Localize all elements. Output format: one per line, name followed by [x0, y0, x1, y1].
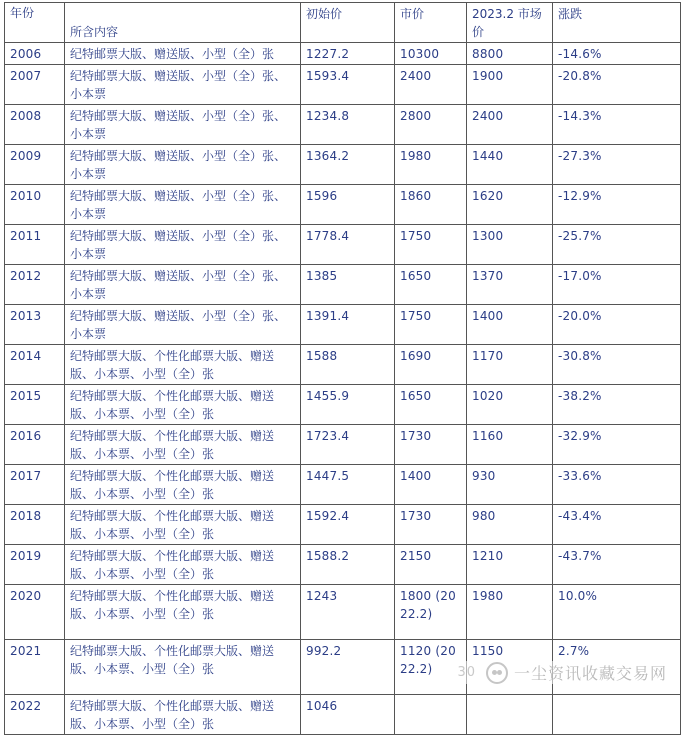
cell-issue-price: 1588: [301, 345, 395, 385]
table-row: [5, 385, 681, 425]
cell-issue-price: 1778.4: [301, 225, 395, 265]
cell-year: 2017: [5, 465, 65, 505]
cell-market-price: 1400: [395, 465, 467, 505]
cell-issue-price: 1455.9: [301, 385, 395, 425]
table-row: [5, 225, 681, 265]
cell-change: -32.9%: [553, 425, 681, 465]
cell-year: 2006: [5, 43, 65, 65]
cell-market-price: 1120 (2022.2): [395, 640, 467, 695]
cell-content: 纪特邮票大版、赠送版、小型（全）张: [65, 43, 301, 65]
cell-market-price: 1650: [395, 385, 467, 425]
table-row: [5, 145, 681, 185]
cell-market-price: 2150: [395, 545, 467, 585]
watermark-text: 一尘资讯收藏交易网: [513, 664, 667, 683]
table-row: [5, 65, 681, 105]
cell-price-2023: [467, 695, 553, 735]
cell-content: 纪特邮票大版、赠送版、小型（全）张、小本票: [65, 265, 301, 305]
cell-content: 纪特邮票大版、赠送版、小型（全）张、小本票: [65, 65, 301, 105]
cell-market-price: 1730: [395, 505, 467, 545]
stamp-price-table: [4, 2, 681, 735]
cell-price-2023: 1370: [467, 265, 553, 305]
cell-content: 纪特邮票大版、个性化邮票大版、赠送版、小本票、小型（全）张: [65, 345, 301, 385]
cell-change: -30.8%: [553, 345, 681, 385]
cell-market-price: 1800 (2022.2): [395, 585, 467, 640]
cell-price-2023: 1150: [467, 640, 553, 695]
cell-content: 纪特邮票大版、个性化邮票大版、赠送版、小本票、小型（全）张: [65, 505, 301, 545]
cell-price-2023: 1160: [467, 425, 553, 465]
cell-content: 纪特邮票大版、个性化邮票大版、赠送版、小本票、小型（全）张: [65, 385, 301, 425]
cell-year: 2022: [5, 695, 65, 735]
cell-content: 纪特邮票大版、个性化邮票大版、赠送版、小本票、小型（全）张: [65, 465, 301, 505]
cell-market-price: [395, 695, 467, 735]
cell-year: 2007: [5, 65, 65, 105]
cell-year: 2019: [5, 545, 65, 585]
table-row: [5, 425, 681, 465]
table-row: [5, 105, 681, 145]
cell-price-2023: 1440: [467, 145, 553, 185]
table-row: [5, 695, 681, 735]
table-row: [5, 265, 681, 305]
cell-price-2023: 1900: [467, 65, 553, 105]
cell-content: 纪特邮票大版、赠送版、小型（全）张、小本票: [65, 145, 301, 185]
header-year: 年份: [5, 3, 65, 43]
table-row: [5, 545, 681, 585]
header-content: [65, 3, 301, 43]
cell-market-price: 1750: [395, 225, 467, 265]
table-row: [5, 43, 681, 65]
cell-price-2023: 2400: [467, 105, 553, 145]
cell-change: 2.7%: [553, 640, 681, 695]
cell-year: 2013: [5, 305, 65, 345]
cell-year: 2011: [5, 225, 65, 265]
table-row: [5, 505, 681, 545]
cell-market-price: 1750: [395, 305, 467, 345]
cell-year: 2021: [5, 640, 65, 695]
header-content-label: 所含内容: [70, 25, 119, 39]
watermark: [455, 661, 669, 684]
cell-market-price: 1860: [395, 185, 467, 225]
cell-issue-price: 1447.5: [301, 465, 395, 505]
cell-issue-price: 1588.2: [301, 545, 395, 585]
cell-change: -27.3%: [553, 145, 681, 185]
cell-issue-price: 1596: [301, 185, 395, 225]
cell-year: 2012: [5, 265, 65, 305]
cell-market-price: 1980: [395, 145, 467, 185]
cell-price-2023: 1020: [467, 385, 553, 425]
cell-issue-price: 1364.2: [301, 145, 395, 185]
cell-change: -20.8%: [553, 65, 681, 105]
cell-content: 纪特邮票大版、赠送版、小型（全）张、小本票: [65, 305, 301, 345]
cell-year: 2009: [5, 145, 65, 185]
cell-year: 2020: [5, 585, 65, 640]
table-row: [5, 345, 681, 385]
header-row: [5, 3, 681, 43]
watermark-partial-value: 30: [457, 665, 476, 680]
cell-change: 10.0%: [553, 585, 681, 640]
cell-market-price: 10300: [395, 43, 467, 65]
cell-change: -43.7%: [553, 545, 681, 585]
cell-market-price: 2800: [395, 105, 467, 145]
cell-market-price: 1690: [395, 345, 467, 385]
cell-year: 2010: [5, 185, 65, 225]
cell-change: -43.4%: [553, 505, 681, 545]
header-change: 涨跌: [553, 3, 681, 43]
cell-issue-price: 1592.4: [301, 505, 395, 545]
cell-content: 纪特邮票大版、赠送版、小型（全）张、小本票: [65, 185, 301, 225]
cell-issue-price: 1227.2: [301, 43, 395, 65]
table-row: [5, 585, 681, 640]
cell-year: 2016: [5, 425, 65, 465]
cell-change: -25.7%: [553, 225, 681, 265]
cell-price-2023: 1400: [467, 305, 553, 345]
cell-content: 纪特邮票大版、个性化邮票大版、赠送版、小本票、小型（全）张: [65, 545, 301, 585]
table-row: [5, 305, 681, 345]
cell-change: -20.0%: [553, 305, 681, 345]
cell-price-2023: 1210: [467, 545, 553, 585]
cell-market-price: 2400: [395, 65, 467, 105]
cell-issue-price: 1046: [301, 695, 395, 735]
cell-price-2023: 1170: [467, 345, 553, 385]
cell-price-2023: 930: [467, 465, 553, 505]
cell-year: 2018: [5, 505, 65, 545]
wechat-icon: [486, 662, 508, 684]
cell-change: -38.2%: [553, 385, 681, 425]
cell-market-price: 1650: [395, 265, 467, 305]
cell-price-2023: 1620: [467, 185, 553, 225]
cell-year: 2008: [5, 105, 65, 145]
cell-issue-price: 1234.8: [301, 105, 395, 145]
cell-market-price: 1730: [395, 425, 467, 465]
cell-content: 纪特邮票大版、个性化邮票大版、赠送版、小本票、小型（全）张: [65, 585, 301, 640]
cell-price-2023: 1300: [467, 225, 553, 265]
cell-change: -33.6%: [553, 465, 681, 505]
cell-content: 纪特邮票大版、赠送版、小型（全）张、小本票: [65, 105, 301, 145]
cell-issue-price: 1243: [301, 585, 395, 640]
cell-change: -14.6%: [553, 43, 681, 65]
cell-issue-price: 1723.4: [301, 425, 395, 465]
cell-change: -12.9%: [553, 185, 681, 225]
cell-change: -17.0%: [553, 265, 681, 305]
cell-price-2023: 980: [467, 505, 553, 545]
cell-content: 纪特邮票大版、个性化邮票大版、赠送版、小本票、小型（全）张: [65, 640, 301, 695]
cell-change: -14.3%: [553, 105, 681, 145]
table-row: [5, 185, 681, 225]
cell-content: 纪特邮票大版、个性化邮票大版、赠送版、小本票、小型（全）张: [65, 695, 301, 735]
cell-change: [553, 695, 681, 735]
cell-issue-price: 992.2: [301, 640, 395, 695]
header-issue-price: 初始价: [301, 3, 395, 43]
cell-price-2023: 1980: [467, 585, 553, 640]
header-market-price: 市价: [395, 3, 467, 43]
cell-content: 纪特邮票大版、赠送版、小型（全）张、小本票: [65, 225, 301, 265]
cell-issue-price: 1391.4: [301, 305, 395, 345]
cell-year: 2015: [5, 385, 65, 425]
cell-issue-price: 1385: [301, 265, 395, 305]
cell-content: 纪特邮票大版、个性化邮票大版、赠送版、小本票、小型（全）张: [65, 425, 301, 465]
table-row: [5, 465, 681, 505]
cell-issue-price: 1593.4: [301, 65, 395, 105]
header-price-2023: 2023.2 市场价: [467, 3, 553, 43]
cell-price-2023: 8800: [467, 43, 553, 65]
cell-year: 2014: [5, 345, 65, 385]
